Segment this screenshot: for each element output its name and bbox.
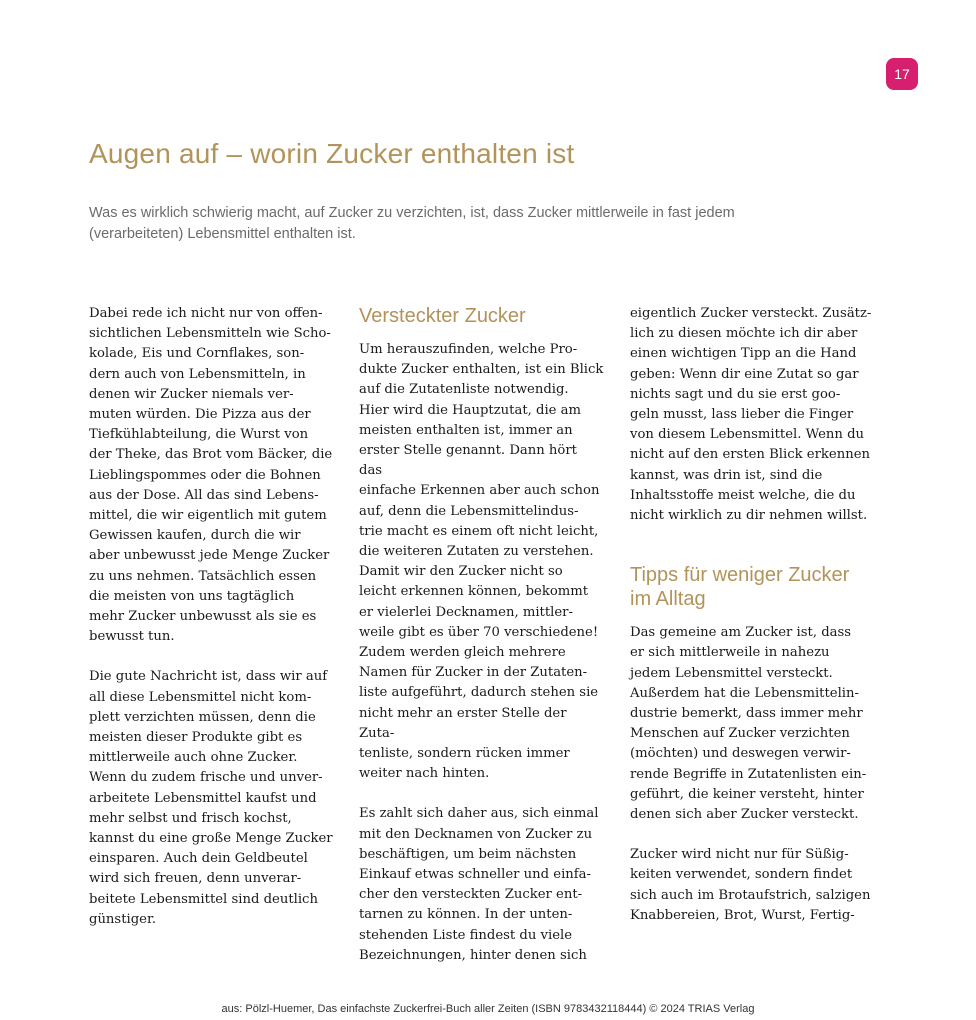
text-line: Zudem werden gleich mehrere (359, 645, 566, 661)
text-line: dukte Zucker enthalten, ist ein Blick (359, 362, 604, 378)
text-line: weiter nach hinten. (359, 766, 490, 782)
text-line: Lieblingspommes oder die Bohnen (89, 467, 321, 483)
text-line: all diese Lebensmittel nicht kom- (89, 689, 312, 705)
text-line: mittel, die wir eigentlich mit gutem (89, 508, 327, 524)
intro-text: Was es wirklich schwierig macht, auf Zucker zu verzichten, ist, dass Zucker mittlerweile in fast jedem (verarbeiteten) Lebensmittel enthalten ist. (89, 205, 735, 242)
text-line: geben: Wenn dir eine Zutat so gar (630, 366, 859, 382)
text-line: aus der Dose. All das sind Lebens- (89, 487, 319, 503)
text-line: nicht mehr an erster Stelle der Zuta- (359, 705, 567, 741)
text-line: Tipps für weniger Zucker (630, 564, 850, 587)
text-line: einsparen. Auch dein Geldbeutel (89, 851, 308, 867)
text-line: Einkauf etwas schneller und einfa- (359, 867, 591, 883)
text-line: lich zu diesen möchte ich dir aber (630, 326, 858, 342)
text-line: denen wir Zucker niemals ver- (89, 386, 294, 402)
text-line: trie macht es einem oft nicht leicht, (359, 523, 599, 539)
text-line: leicht erkennen können, bekommt (359, 584, 589, 600)
text-line: beitete Lebensmittel sind deutlich (89, 891, 318, 907)
text-line: nicht auf den ersten Blick erkennen (630, 447, 870, 463)
text-line: aber unbewusst jede Menge Zucker (89, 548, 330, 564)
text-line: günstiger. (89, 911, 157, 927)
text-line: Tiefkühlabteilung, die Wurst von (89, 427, 309, 443)
text-line: mehr Zucker unbewusst als sie es (89, 609, 317, 625)
text-line: im Alltag (630, 588, 706, 611)
text-line: von diesem Lebensmittel. Wenn du (630, 427, 864, 443)
text-line: wird sich freuen, denn unverar- (89, 871, 302, 887)
text-line: die meisten von uns tagtäglich (89, 588, 295, 604)
text-line: einfache Erkennen aber auch schon (359, 483, 600, 499)
text-line: geführt, die keiner versteht, hinter (630, 786, 864, 802)
section-heading-tipps (630, 563, 875, 611)
text-line: er sich mittlerweile in nahezu (630, 645, 830, 661)
text-line: plett verzichten müssen, denn die (89, 709, 316, 725)
text-line: rende Begriffe in Zutatenlisten ein- (630, 766, 867, 782)
text-line: mit den Decknamen von Zucker zu (359, 826, 593, 842)
column-3 (630, 304, 875, 926)
text-line: sichtlichen Lebensmitteln wie Scho- (89, 326, 331, 342)
text-line: beschäftigen, um beim nächsten (359, 846, 577, 862)
text-line: Wenn du zudem frische und unver- (89, 770, 323, 786)
column-1 (89, 304, 334, 930)
paragraph (359, 340, 604, 784)
text-line: Dabei rede ich nicht nur von offen- (89, 306, 323, 321)
text-line: einen wichtigen Tipp an die Hand (630, 346, 857, 362)
text-line: liste aufgeführt, dadurch stehen sie (359, 685, 599, 701)
text-line: der Theke, das Brot vom Bäcker, die (89, 447, 333, 463)
text-line: Gewissen kaufen, durch die wir (89, 528, 301, 544)
text-line: Zucker wird nicht nur für Süßig- (630, 847, 849, 863)
section-heading-versteckter-zucker: Versteckter Zucker (359, 305, 526, 327)
text-line: Inhaltsstoffe meist welche, die du (630, 487, 856, 503)
text-line: weile gibt es über 70 verschiedene! (359, 624, 599, 640)
text-line: mehr selbst und frisch kochst, (89, 810, 292, 826)
paragraph (89, 667, 334, 930)
text-line: meisten enthalten ist, immer an (359, 422, 573, 438)
text-line: Bezeichnungen, hinter denen sich (359, 947, 587, 963)
paragraph (359, 804, 604, 966)
text-line: geln musst, lass lieber die Finger (630, 407, 854, 423)
text-line: muten würden. Die Pizza aus der (89, 407, 311, 423)
text-line: mittlerweile auch ohne Zucker. (89, 750, 298, 766)
text-line: dern auch von Lebensmitteln, in (89, 366, 306, 382)
text-line: Außerdem hat die Lebensmittelin- (630, 685, 859, 701)
text-line: kolade, Eis und Cornflakes, son- (89, 346, 305, 362)
text-line: eigentlich Zucker versteckt. Zusätz- (630, 306, 872, 321)
text-line: Die gute Nachricht ist, dass wir auf (89, 669, 328, 685)
text-line: keiten verwendet, sondern findet (630, 867, 853, 883)
paragraph (89, 304, 334, 647)
text-line: kannst, was drin ist, sind die (630, 467, 823, 483)
text-line: Namen für Zucker in der Zutaten- (359, 665, 588, 681)
text-line: Knabbereien, Brot, Wurst, Fertig- (630, 907, 855, 923)
text-line: erster Stelle genannt. Dann hört das (359, 443, 577, 479)
paragraph (630, 304, 875, 526)
source-footer: aus: Pölzl-Huemer, Das einfachste Zuckerfrei-Buch aller Zeiten (ISBN 9783432118444) © 2024 TRIAS Verlag (221, 1003, 755, 1015)
text-line: sich auch im Brotaufstrich, salzigen (630, 887, 871, 903)
text-line: tarnen zu können. In der unten- (359, 907, 573, 923)
text-line: Hier wird die Hauptzutat, die am (359, 402, 582, 418)
text-line: er vielerlei Decknamen, mittler- (359, 604, 573, 620)
column-2 (359, 304, 604, 966)
text-line: Menschen auf Zucker verzichten (630, 726, 850, 742)
text-line: denen sich aber Zucker versteckt. (630, 807, 859, 823)
text-line: die weiteren Zutaten zu verstehen. (359, 544, 594, 560)
text-line: Damit wir den Zucker nicht so (359, 564, 563, 580)
text-line: Um herauszufinden, welche Pro- (359, 342, 578, 357)
text-line: bewusst tun. (89, 629, 175, 645)
text-line: auf, denn die Lebensmittelindus- (359, 503, 579, 519)
text-line: meisten dieser Produkte gibt es (89, 730, 303, 746)
text-line: auf die Zutatenliste notwendig. (359, 382, 569, 398)
text-line: nicht wirklich zu dir nehmen willst. (630, 508, 868, 524)
text-line: arbeitete Lebensmittel kaufst und (89, 790, 317, 806)
page-title: Augen auf – worin Zucker enthalten ist (89, 138, 575, 169)
text-line: tenliste, sondern rücken immer (359, 746, 570, 762)
text-line: stehenden Liste findest du viele (359, 927, 573, 943)
text-line: nichts sagt und du sie erst goo- (630, 386, 841, 402)
text-line: (möchten) und deswegen verwir- (630, 746, 851, 762)
text-line: cher den versteckten Zucker ent- (359, 887, 583, 903)
text-line: jedem Lebensmittel versteckt. (630, 665, 833, 681)
page-number-badge: 17 (886, 58, 918, 90)
text-line: dustrie bemerkt, dass immer mehr (630, 706, 863, 722)
paragraph (630, 623, 875, 825)
text-line: kannst du eine große Menge Zucker (89, 831, 333, 847)
text-line: Es zahlt sich daher aus, sich einmal (359, 806, 599, 822)
text-line: zu uns nehmen. Tatsächlich essen (89, 568, 317, 584)
paragraph (630, 845, 875, 926)
text-line: Das gemeine am Zucker ist, dass (630, 625, 852, 641)
